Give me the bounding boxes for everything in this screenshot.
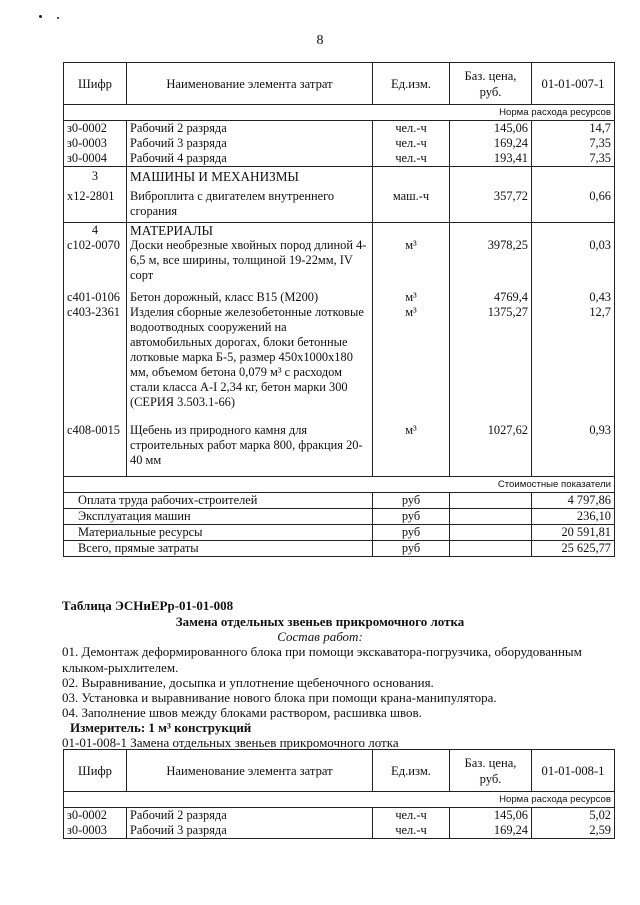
norm-code-header: 01-01-008-1	[532, 750, 615, 792]
row-norm: 0,43	[532, 290, 615, 305]
total-value: 20 591,81	[532, 525, 615, 541]
row-unit: м³	[373, 238, 450, 290]
row-code: с403-2361	[64, 305, 127, 420]
row-unit: м³	[373, 290, 450, 305]
norm-label-row	[64, 105, 615, 121]
total-label: Эксплуатация машин	[64, 509, 373, 525]
row-norm: 0,03	[532, 238, 615, 290]
total-row	[64, 509, 615, 525]
scan-speck	[57, 17, 59, 19]
total-label: Всего, прямые затраты	[64, 541, 373, 557]
col-unit-header: Ед.изм.	[373, 63, 450, 105]
row-code: з0-0003	[64, 136, 127, 151]
table-row	[64, 121, 615, 137]
total-value: 236,10	[532, 509, 615, 525]
total-row	[64, 541, 615, 557]
row-price: 145,06	[450, 808, 532, 824]
subtitle: 01-01-008-1 Замена отдельных звеньев прикромочного лотка	[62, 735, 399, 750]
resource-table-2	[63, 749, 615, 839]
row-name: Рабочий 3 разряда	[127, 823, 373, 839]
table-row	[64, 305, 615, 420]
row-price: 3978,25	[450, 238, 532, 290]
works-item: 03. Установка и выравнивание нового блока при помощи крана-манипулятора.	[62, 690, 497, 705]
row-unit: м³	[373, 420, 450, 477]
table-row	[64, 136, 615, 151]
table-id: Таблица ЭСНиЕРр-01-01-008	[62, 598, 234, 613]
works-item: 04. Заполнение швов между блоками раствором, расшивка швов.	[62, 705, 422, 720]
norm-label-row	[64, 792, 615, 808]
norm-label: Норма расхода ресурсов	[64, 105, 615, 121]
total-value: 4 797,86	[532, 493, 615, 509]
row-code: с408-0015	[64, 420, 127, 477]
row-name: Рабочий 3 разряда	[127, 136, 373, 151]
table-row	[64, 420, 615, 477]
row-unit: чел.-ч	[373, 121, 450, 137]
row-norm: 7,35	[532, 136, 615, 151]
col-price-header: Баз. цена, руб.	[450, 63, 532, 105]
total-unit: руб	[373, 509, 450, 525]
total-unit: руб	[373, 525, 450, 541]
row-name: Изделия сборные железобетонные лотковые водоотводных сооружений на автомобильных дорогах, блоки бетонные лотковые марка Б-5, размер 450х1000х180 мм, объемом бетона 0,079 м³ с расходом стали класса А-I 2,34 кг, бетон марки 300 (СЕРИЯ 3.503.1-66)	[127, 305, 373, 420]
row-name: Рабочий 2 разряда	[127, 121, 373, 137]
section-title: МАШИНЫ И МЕХАНИЗМЫ	[127, 167, 373, 185]
row-code: з0-0003	[64, 823, 127, 839]
section-number: 4	[64, 223, 127, 239]
row-unit: маш.-ч	[373, 184, 450, 223]
resource-table-1	[63, 62, 615, 557]
row-norm: 7,35	[532, 151, 615, 167]
row-name: Рабочий 4 разряда	[127, 151, 373, 167]
section-number: 3	[64, 167, 127, 185]
row-norm: 2,59	[532, 823, 615, 839]
table-row	[64, 823, 615, 839]
row-price: 4769,4	[450, 290, 532, 305]
table-header-row	[64, 63, 615, 105]
row-name: Рабочий 2 разряда	[127, 808, 373, 824]
total-row	[64, 525, 615, 541]
row-code: з0-0002	[64, 121, 127, 137]
total-value: 25 625,77	[532, 541, 615, 557]
row-name: Доски необрезные хвойных пород длиной 4-6,5 м, все ширины, толщиной 19-22мм, IV сорт	[127, 238, 373, 290]
row-price: 169,24	[450, 136, 532, 151]
row-price: 1027,62	[450, 420, 532, 477]
total-unit: руб	[373, 493, 450, 509]
row-code: з0-0004	[64, 151, 127, 167]
col-code-header: Шифр	[64, 63, 127, 105]
row-unit: чел.-ч	[373, 136, 450, 151]
row-code: з0-0002	[64, 808, 127, 824]
section-row-materials	[64, 223, 615, 239]
row-code: с401-0106	[64, 290, 127, 305]
row-price: 1375,27	[450, 305, 532, 420]
total-label: Оплата труда рабочих-строителей	[64, 493, 373, 509]
row-norm: 12,7	[532, 305, 615, 420]
total-row	[64, 493, 615, 509]
row-price: 169,24	[450, 823, 532, 839]
section-row-machines	[64, 167, 615, 185]
total-label: Материальные ресурсы	[64, 525, 373, 541]
row-unit: чел.-ч	[373, 823, 450, 839]
table-row	[64, 808, 615, 824]
row-unit: чел.-ч	[373, 808, 450, 824]
row-price: 357,72	[450, 184, 532, 223]
row-norm: 14,7	[532, 121, 615, 137]
norm-label: Норма расхода ресурсов	[64, 792, 615, 808]
scan-speck	[39, 15, 42, 18]
row-unit: м³	[373, 305, 450, 420]
row-code: с102-0070	[64, 238, 127, 290]
row-price: 193,41	[450, 151, 532, 167]
table-row	[64, 238, 615, 290]
works-item: 02. Выравнивание, досыпка и уплотнение щебеночного основания.	[62, 675, 434, 690]
table-row	[64, 151, 615, 167]
row-norm: 5,02	[532, 808, 615, 824]
meter: Измеритель: 1 м³ конструкций	[70, 720, 252, 735]
norm-code-header: 01-01-007-1	[532, 63, 615, 105]
row-norm: 0,93	[532, 420, 615, 477]
works-heading: Состав работ:	[277, 629, 363, 644]
col-unit-header: Ед.изм.	[373, 750, 450, 792]
works-item: 01. Демонтаж деформированного блока при помощи экскаватора-погрузчика, оборудованным клыком-рыхлителем.	[62, 644, 582, 675]
section-title: Замена отдельных звеньев прикромочного лотка	[175, 614, 465, 629]
table-row	[64, 184, 615, 223]
table-header-row	[64, 750, 615, 792]
row-name: Виброплита с двигателем внутреннего сгорания	[127, 184, 373, 223]
table-row	[64, 290, 615, 305]
section-title: МАТЕРИАЛЫ	[127, 223, 373, 239]
row-price: 145,06	[450, 121, 532, 137]
total-unit: руб	[373, 541, 450, 557]
col-name-header: Наименование элемента затрат	[127, 750, 373, 792]
page-number: 8	[316, 33, 324, 48]
row-name: Щебень из природного камня для строительных работ марка 800, фракция 20-40 мм	[127, 420, 373, 477]
row-name: Бетон дорожный, класс B15 (M200)	[127, 290, 373, 305]
row-code: х12-2801	[64, 184, 127, 223]
col-price-header: Баз. цена, руб.	[450, 750, 532, 792]
cost-label: Стоимостные показатели	[64, 477, 615, 493]
row-norm: 0,66	[532, 184, 615, 223]
col-code-header: Шифр	[64, 750, 127, 792]
col-name-header: Наименование элемента затрат	[127, 63, 373, 105]
row-unit: чел.-ч	[373, 151, 450, 167]
cost-label-row	[64, 477, 615, 493]
